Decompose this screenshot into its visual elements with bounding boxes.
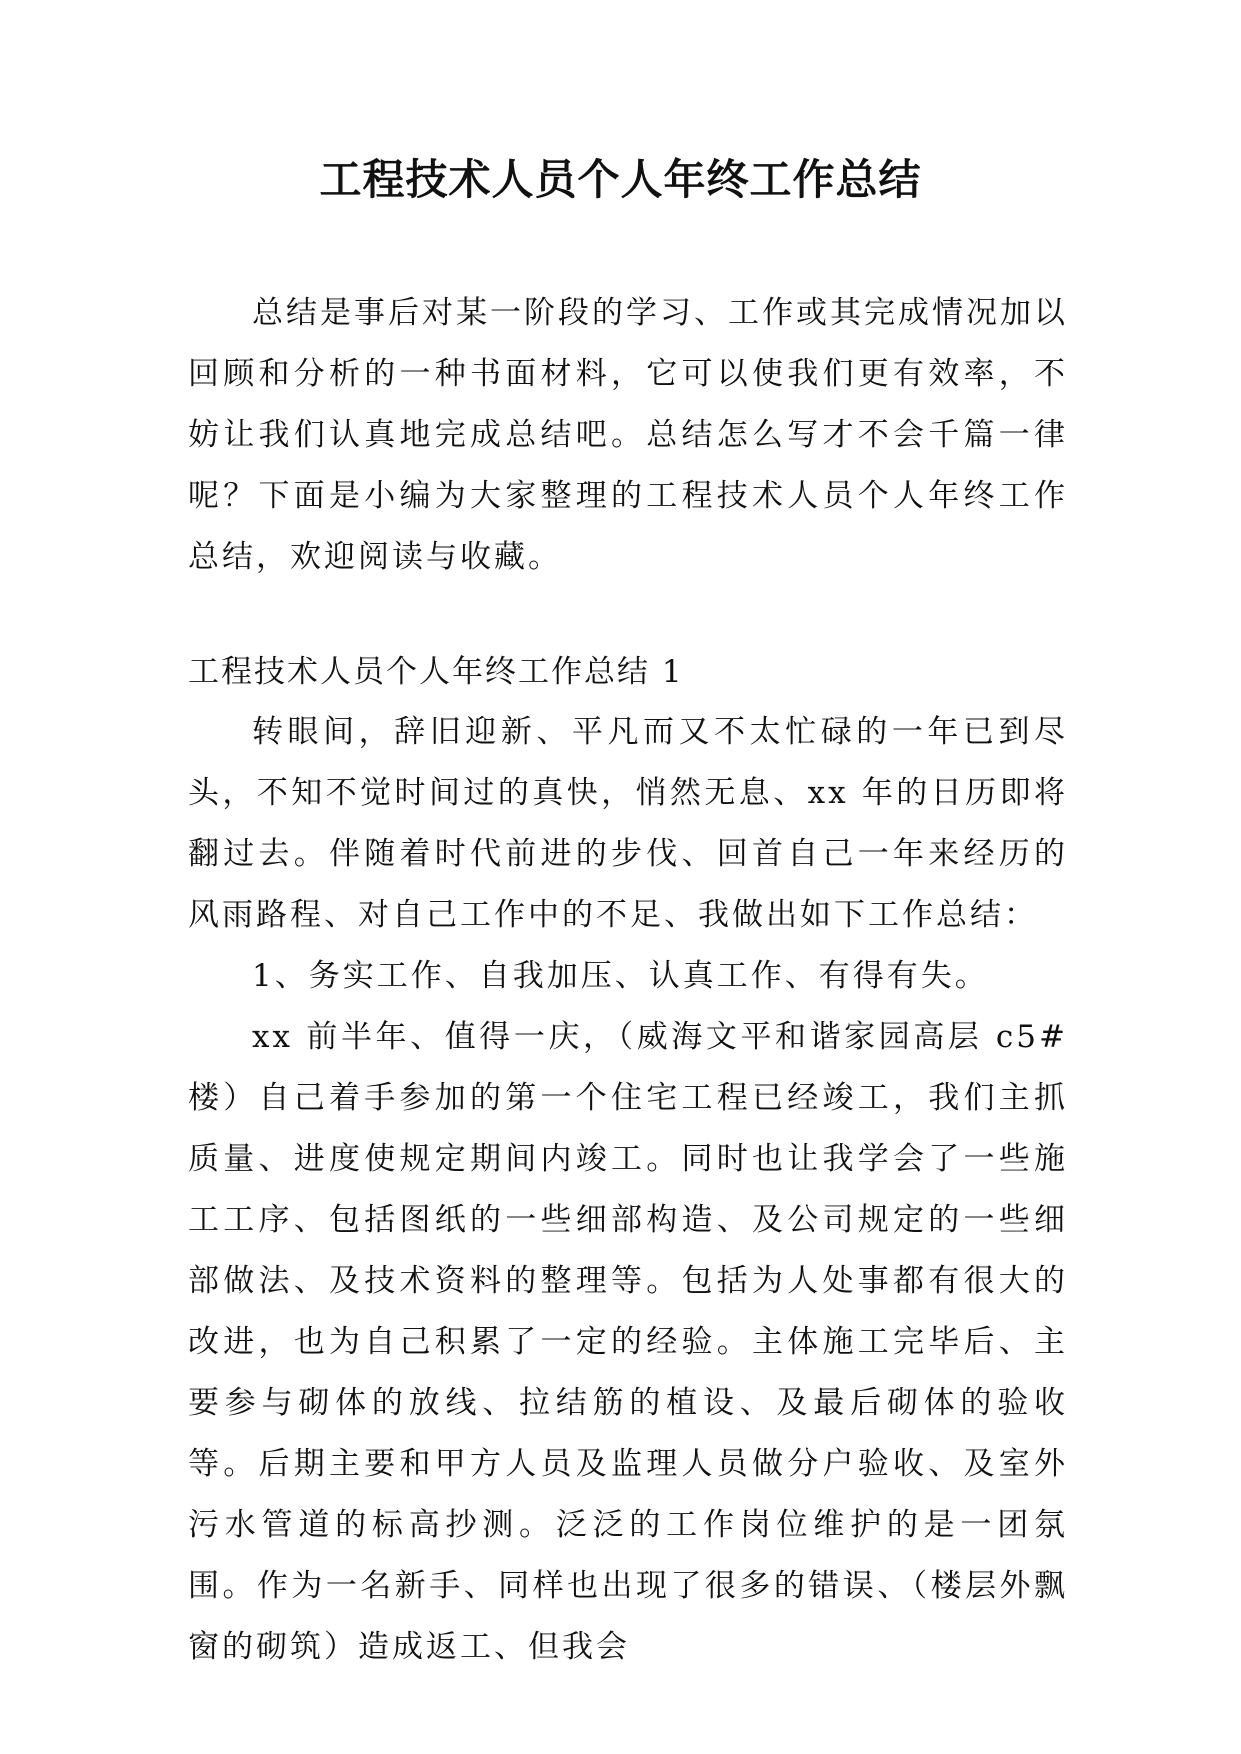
document-title: 工程技术人员个人年终工作总结 xyxy=(319,155,922,204)
intro-paragraph: 总结是事后对某一阶段的学习、工作或其完成情况加以回顾和分析的一种书面材料，它可以使我们更有效率，不妨让我们认真地完成总结吧。总结怎么写才不会千篇一律呢？下面是小编为大家整理的工程技术人员个人年终工作总结，欢迎阅读与收藏。 xyxy=(188,295,1068,575)
section-heading: 工程技术人员个人年终工作总结 1 xyxy=(188,654,684,690)
body-paragraph-3: xx 前半年、值得一庆，（威海文平和谐家园高层 c5#楼）自己着手参加的第一个住宅工程已经竣工，我们主抓质量、进度使规定期间内竣工。同时也让我学会了一些施工工序、包括图纸的一些细部构造、及公司规定的一些细部做法、及技术资料的整理等。包括为人处事都有很大的改进，也为自己积累了一定的经验。主体施工完毕后、主要参与砌体的放线、拉结筋的植设、及最后砌体的验收等。后期主要和甲方人员及监理人员做分户验收、及室外污水管道的标高抄测。泛泛的工作岗位维护的是一团氛围。作为一名新手、同样也出现了很多的错误、（楼层外飘窗的砌筑）造成返工、但我会 xyxy=(188,1019,1068,1665)
body-paragraph-1: 转眼间，辞旧迎新、平凡而又不太忙碌的一年已到尽头，不知不觉时间过的真快，悄然无息、xx 年的日历即将翻过去。伴随着时代前进的步伐、回首自己一年来经历的风雨路程、对自己工作中的不足、我做出如下工作总结： xyxy=(188,714,1068,933)
body-paragraph-2: 1、务实工作、自我加压、认真工作、有得有失。 xyxy=(252,958,989,994)
